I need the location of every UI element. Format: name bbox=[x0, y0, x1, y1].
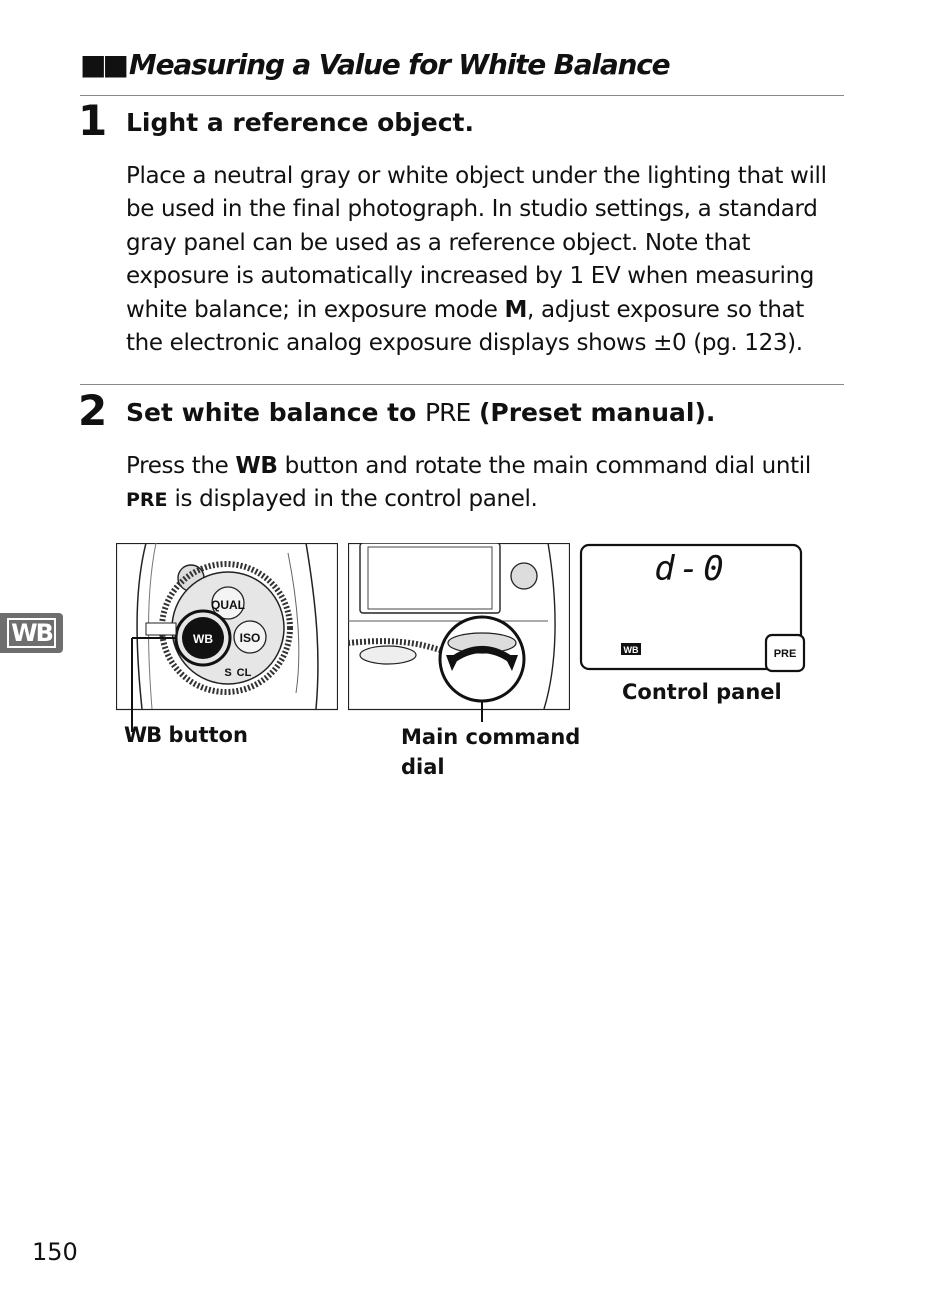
pre-lcd-glyph: PRE bbox=[425, 398, 471, 427]
step-1-body bbox=[126, 160, 844, 360]
step-2-title-mode: Preset manual bbox=[490, 398, 695, 427]
step-2-title-text: Set white balance to bbox=[126, 398, 425, 427]
cl-label: CL bbox=[236, 667, 252, 679]
s-label: S bbox=[224, 667, 232, 679]
step-1-number: 1 bbox=[78, 96, 108, 145]
step-2-title bbox=[126, 398, 715, 427]
step-2-title-end: ). bbox=[694, 398, 716, 427]
lcd-wb-tag: WB bbox=[623, 645, 639, 655]
control-panel-caption: Control panel bbox=[622, 680, 782, 704]
dial-caption-line-2: dial bbox=[401, 755, 445, 779]
mode-m-glyph: M bbox=[504, 296, 528, 323]
white-balance-icon: WB bbox=[7, 618, 56, 648]
white-balance-tab bbox=[0, 613, 63, 653]
main-command-dial-caption bbox=[401, 722, 580, 782]
lcd-readout: d-0 bbox=[654, 549, 728, 589]
wb-button-label: WB bbox=[193, 632, 213, 646]
divider bbox=[80, 95, 844, 96]
step-2-text-mid: button and rotate the main command dial until bbox=[277, 453, 811, 479]
dial-caption-line-1: Main command bbox=[401, 725, 581, 749]
control-panel-illustration bbox=[579, 543, 809, 675]
section-title: Measuring a Value for White Balance bbox=[128, 48, 670, 81]
step-2-number: 2 bbox=[78, 386, 108, 435]
wb-button-caption bbox=[124, 720, 248, 750]
section-heading bbox=[80, 48, 850, 81]
step-2-title-paren: ( bbox=[470, 398, 491, 427]
main-command-dial-illustration bbox=[348, 543, 570, 711]
step-2-text: Press the bbox=[126, 453, 236, 479]
pre-key-glyph: PRE bbox=[126, 489, 168, 512]
wb-key-glyph: WB bbox=[235, 453, 278, 479]
wb-button-illustration bbox=[116, 543, 338, 711]
qual-label: QUAL bbox=[211, 598, 245, 612]
step-2-body bbox=[126, 450, 844, 518]
wb-caption-key: WB bbox=[124, 723, 162, 747]
section-marker-icon: ■■ bbox=[80, 48, 125, 81]
step-1-title: Light a reference object. bbox=[126, 108, 474, 137]
page-number: 150 bbox=[32, 1238, 78, 1266]
iso-label: ISO bbox=[239, 631, 261, 645]
divider bbox=[80, 384, 844, 385]
step-2-text-end: is displayed in the control panel. bbox=[167, 486, 538, 513]
step-1-text-end: , adjust exposure so that the electronic analog exposure displays shows ±0 (pg. 123). bbox=[126, 296, 804, 357]
wb-caption-text: button bbox=[161, 723, 248, 747]
lcd-pre-tag: PRE bbox=[773, 648, 797, 660]
step-1-text: Place a neutral gray or white object under the lighting that will be used in the final photograph. In studio settings, a standard gray panel can be used as a reference object. Note that exposure is automatically increased by 1 EV when measuring white balance; in exposure mode bbox=[126, 163, 827, 323]
